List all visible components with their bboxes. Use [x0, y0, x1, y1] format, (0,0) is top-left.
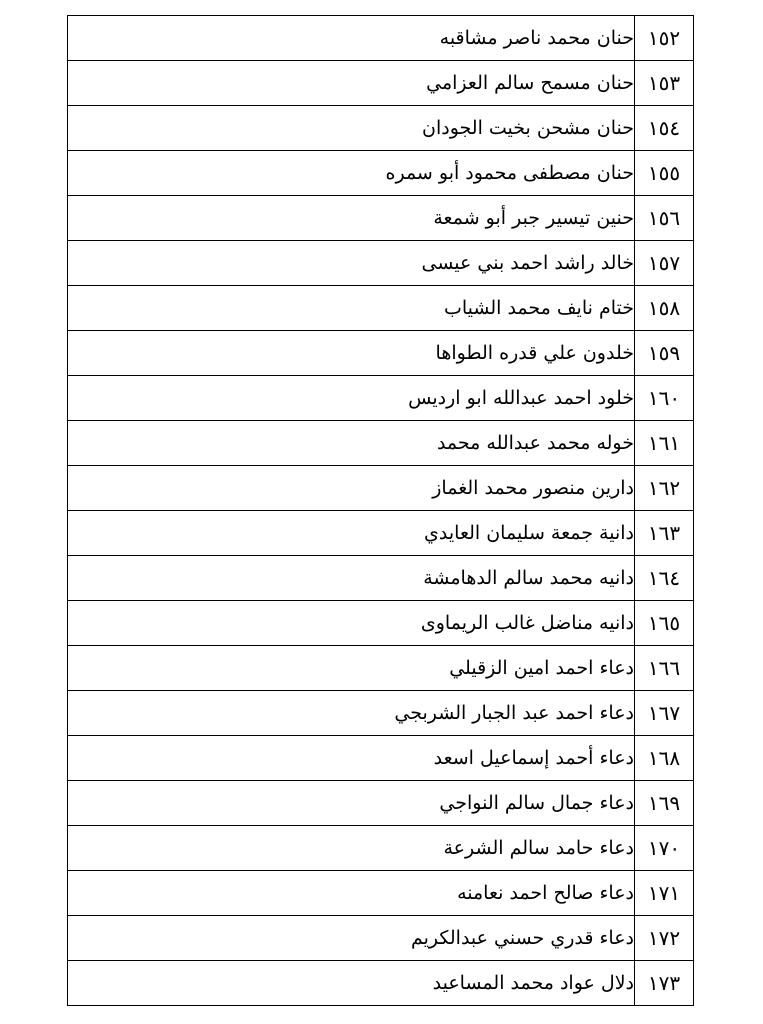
table-row — [68, 466, 694, 511]
table-row — [68, 421, 694, 466]
row-number: ١٦١ — [635, 421, 694, 466]
row-number: ١٥٧ — [635, 241, 694, 286]
names-table-body — [68, 16, 694, 1006]
row-number: ١٦٥ — [635, 601, 694, 646]
row-number: ١٦٢ — [635, 466, 694, 511]
row-number: ١٥٩ — [635, 331, 694, 376]
row-number: ١٥٣ — [635, 61, 694, 106]
row-number: ١٥٦ — [635, 196, 694, 241]
table-row — [68, 511, 694, 556]
row-number: ١٥٥ — [635, 151, 694, 196]
row-name: خوله محمد عبدالله محمد — [68, 421, 635, 466]
row-number: ١٧١ — [635, 871, 694, 916]
table-row — [68, 871, 694, 916]
row-number: ١٦٣ — [635, 511, 694, 556]
row-number: ١٥٢ — [635, 16, 694, 61]
row-number: ١٦٩ — [635, 781, 694, 826]
row-name: دلال عواد محمد المساعيد — [68, 961, 635, 1006]
table-row — [68, 781, 694, 826]
row-name: ختام نايف محمد الشياب — [68, 286, 635, 331]
table-row — [68, 16, 694, 61]
row-name: دعاء أحمد إسماعيل اسعد — [68, 736, 635, 781]
table-row — [68, 331, 694, 376]
row-number: ١٦٧ — [635, 691, 694, 736]
table-row — [68, 61, 694, 106]
row-name: دعاء صالح احمد نعامنه — [68, 871, 635, 916]
row-name: حنين تيسير جبر أبو شمعة — [68, 196, 635, 241]
table-row — [68, 241, 694, 286]
row-name: خالد راشد احمد بني عيسى — [68, 241, 635, 286]
row-name: خلدون علي قدره الطواها — [68, 331, 635, 376]
table-row — [68, 151, 694, 196]
row-number: ١٦٦ — [635, 646, 694, 691]
row-name: حنان محمد ناصر مشاقبه — [68, 16, 635, 61]
row-name: دعاء قدري حسني عبدالكريم — [68, 916, 635, 961]
table-row — [68, 646, 694, 691]
table-row — [68, 376, 694, 421]
table-row — [68, 826, 694, 871]
row-name: حنان مصطفى محمود أبو سمره — [68, 151, 635, 196]
row-number: ١٦٠ — [635, 376, 694, 421]
row-number: ١٦٨ — [635, 736, 694, 781]
row-name: دعاء حامد سالم الشرعة — [68, 826, 635, 871]
row-name: دارين منصور محمد الغماز — [68, 466, 635, 511]
row-name: دعاء جمال سالم النواجي — [68, 781, 635, 826]
names-table — [67, 15, 694, 1006]
table-row — [68, 196, 694, 241]
row-name: حنان مشحن بخيت الجودان — [68, 106, 635, 151]
row-number: ١٧٠ — [635, 826, 694, 871]
table-row — [68, 961, 694, 1006]
table-row — [68, 106, 694, 151]
row-name: خلود احمد عبدالله ابو ارديس — [68, 376, 635, 421]
row-name: حنان مسمح سالم العزامي — [68, 61, 635, 106]
row-name: دانيه محمد سالم الدهامشة — [68, 556, 635, 601]
row-number: ١٥٤ — [635, 106, 694, 151]
table-row — [68, 736, 694, 781]
row-number: ١٧٢ — [635, 916, 694, 961]
row-name: دانيه مناضل غالب الريماوى — [68, 601, 635, 646]
row-number: ١٦٤ — [635, 556, 694, 601]
table-row — [68, 556, 694, 601]
row-number: ١٧٣ — [635, 961, 694, 1006]
table-row — [68, 916, 694, 961]
row-number: ١٥٨ — [635, 286, 694, 331]
row-name: دعاء احمد عبد الجبار الشربجي — [68, 691, 635, 736]
row-name: دعاء احمد امين الزقيلي — [68, 646, 635, 691]
table-row — [68, 691, 694, 736]
table-row — [68, 286, 694, 331]
row-name: دانية جمعة سليمان العايدي — [68, 511, 635, 556]
table-row — [68, 601, 694, 646]
